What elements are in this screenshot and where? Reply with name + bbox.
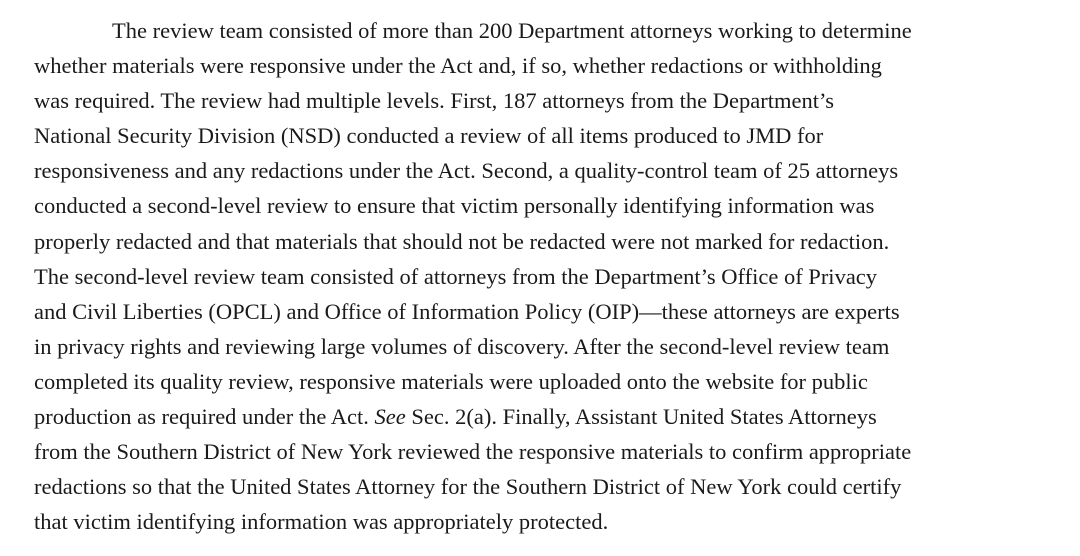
paragraph-line: National Security Division (NSD) conducted a review of all items produced to JMD for (34, 123, 824, 148)
paragraph-line: The second-level review team consisted of attorneys from the Department’s Office of Privacy (34, 264, 878, 289)
paragraph-line: that victim identifying information was appropriately protected. (34, 509, 609, 534)
paragraph-line: redactions so that the United States Attorney for the Southern District of New York could certify (34, 474, 902, 499)
paragraph-line: was required. The review had multiple levels. First, 187 attorneys from the Department’s (34, 88, 835, 113)
paragraph-line: properly redacted and that materials that should not be redacted were not marked for redaction. (34, 229, 890, 254)
paragraph-line: completed its quality review, responsive materials were uploaded onto the website for public (34, 369, 868, 394)
paragraph-line: in privacy rights and reviewing large volumes of discovery. After the second-level review team (34, 334, 890, 359)
paragraph-line-with-citation (34, 403, 877, 431)
paragraph-line: whether materials were responsive under the Act and, if so, whether redactions or withholding (34, 53, 882, 78)
paragraph-line: conducted a second-level review to ensure that victim personally identifying information was (34, 193, 875, 218)
line-text-before-citation: production as required under the Act. (34, 404, 375, 429)
citation-signal: See (374, 404, 406, 429)
paragraph-line: from the Southern District of New York reviewed the responsive materials to confirm appropriate (34, 439, 912, 464)
paragraph-line: responsiveness and any redactions under the Act. Second, a quality-control team of 25 attorneys (34, 158, 899, 183)
line-text-after-citation: Sec. 2(a). Finally, Assistant United States Attorneys (405, 404, 877, 429)
paragraph-line: The review team consisted of more than 200 Department attorneys working to determine (112, 18, 912, 43)
paragraph-line: and Civil Liberties (OPCL) and Office of Information Policy (OIP)—these attorneys are experts (34, 299, 900, 324)
